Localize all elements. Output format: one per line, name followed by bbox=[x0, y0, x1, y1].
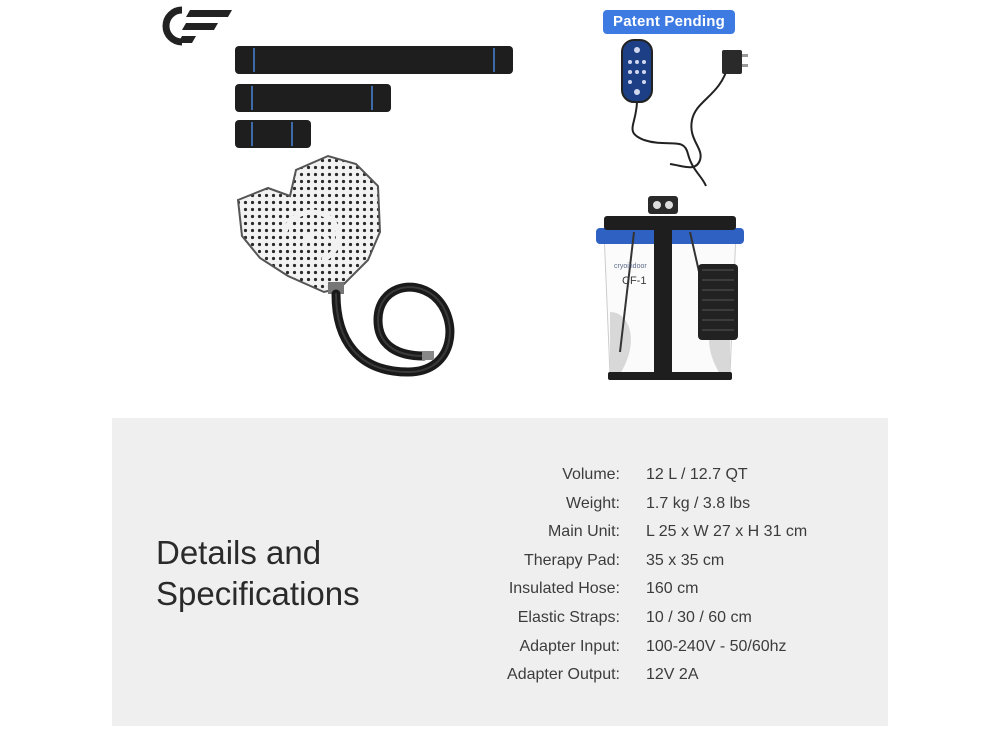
elastic-straps-image bbox=[232, 42, 516, 152]
spec-value: 100-240V - 50/60hz bbox=[646, 637, 787, 655]
specs-title-line1: Details and bbox=[156, 534, 322, 571]
spec-value: 35 x 35 cm bbox=[646, 551, 725, 569]
spec-value: 12 L / 12.7 QT bbox=[646, 466, 748, 483]
spec-row-volume bbox=[472, 462, 872, 491]
remote-control-image bbox=[610, 36, 760, 190]
spec-row-weight bbox=[472, 491, 872, 520]
spec-value: L 25 x W 27 x H 31 cm bbox=[646, 523, 808, 541]
unit-brand-label: cryoindoor bbox=[614, 263, 647, 270]
spec-table bbox=[472, 462, 872, 691]
patent-pending-badge: Patent Pending bbox=[603, 10, 735, 34]
spec-row-elastic-straps bbox=[472, 605, 872, 634]
spec-label: Adapter Output: bbox=[507, 666, 620, 684]
spec-value: 12V 2A bbox=[646, 666, 699, 684]
specs-title-line2: Specifications bbox=[156, 575, 360, 612]
spec-label: Insulated Hose: bbox=[508, 580, 620, 598]
spec-value: 160 cm bbox=[646, 580, 699, 598]
cf-logo-icon bbox=[152, 4, 236, 48]
spec-label: Adapter Input: bbox=[519, 637, 620, 655]
spec-row-main-unit bbox=[472, 519, 872, 548]
spec-row-adapter-output bbox=[472, 662, 872, 691]
spec-row-adapter-input bbox=[472, 634, 872, 663]
unit-model-label: CF-1 bbox=[622, 275, 647, 287]
spec-label: Main Unit: bbox=[547, 523, 620, 541]
spec-row-insulated-hose bbox=[472, 576, 872, 605]
spec-label: Weight: bbox=[566, 494, 620, 512]
spec-value: 10 / 30 / 60 cm bbox=[646, 608, 752, 626]
spec-value: 1.7 kg / 3.8 lbs bbox=[646, 494, 751, 512]
spec-label: Therapy Pad: bbox=[523, 551, 620, 569]
specs-title bbox=[156, 532, 456, 614]
therapy-pad-image bbox=[228, 150, 468, 382]
main-unit-image bbox=[590, 192, 750, 384]
spec-label: Volume: bbox=[562, 466, 620, 483]
specifications-panel bbox=[112, 418, 888, 726]
spec-row-therapy-pad bbox=[472, 548, 872, 577]
spec-label: Elastic Straps: bbox=[517, 608, 620, 626]
